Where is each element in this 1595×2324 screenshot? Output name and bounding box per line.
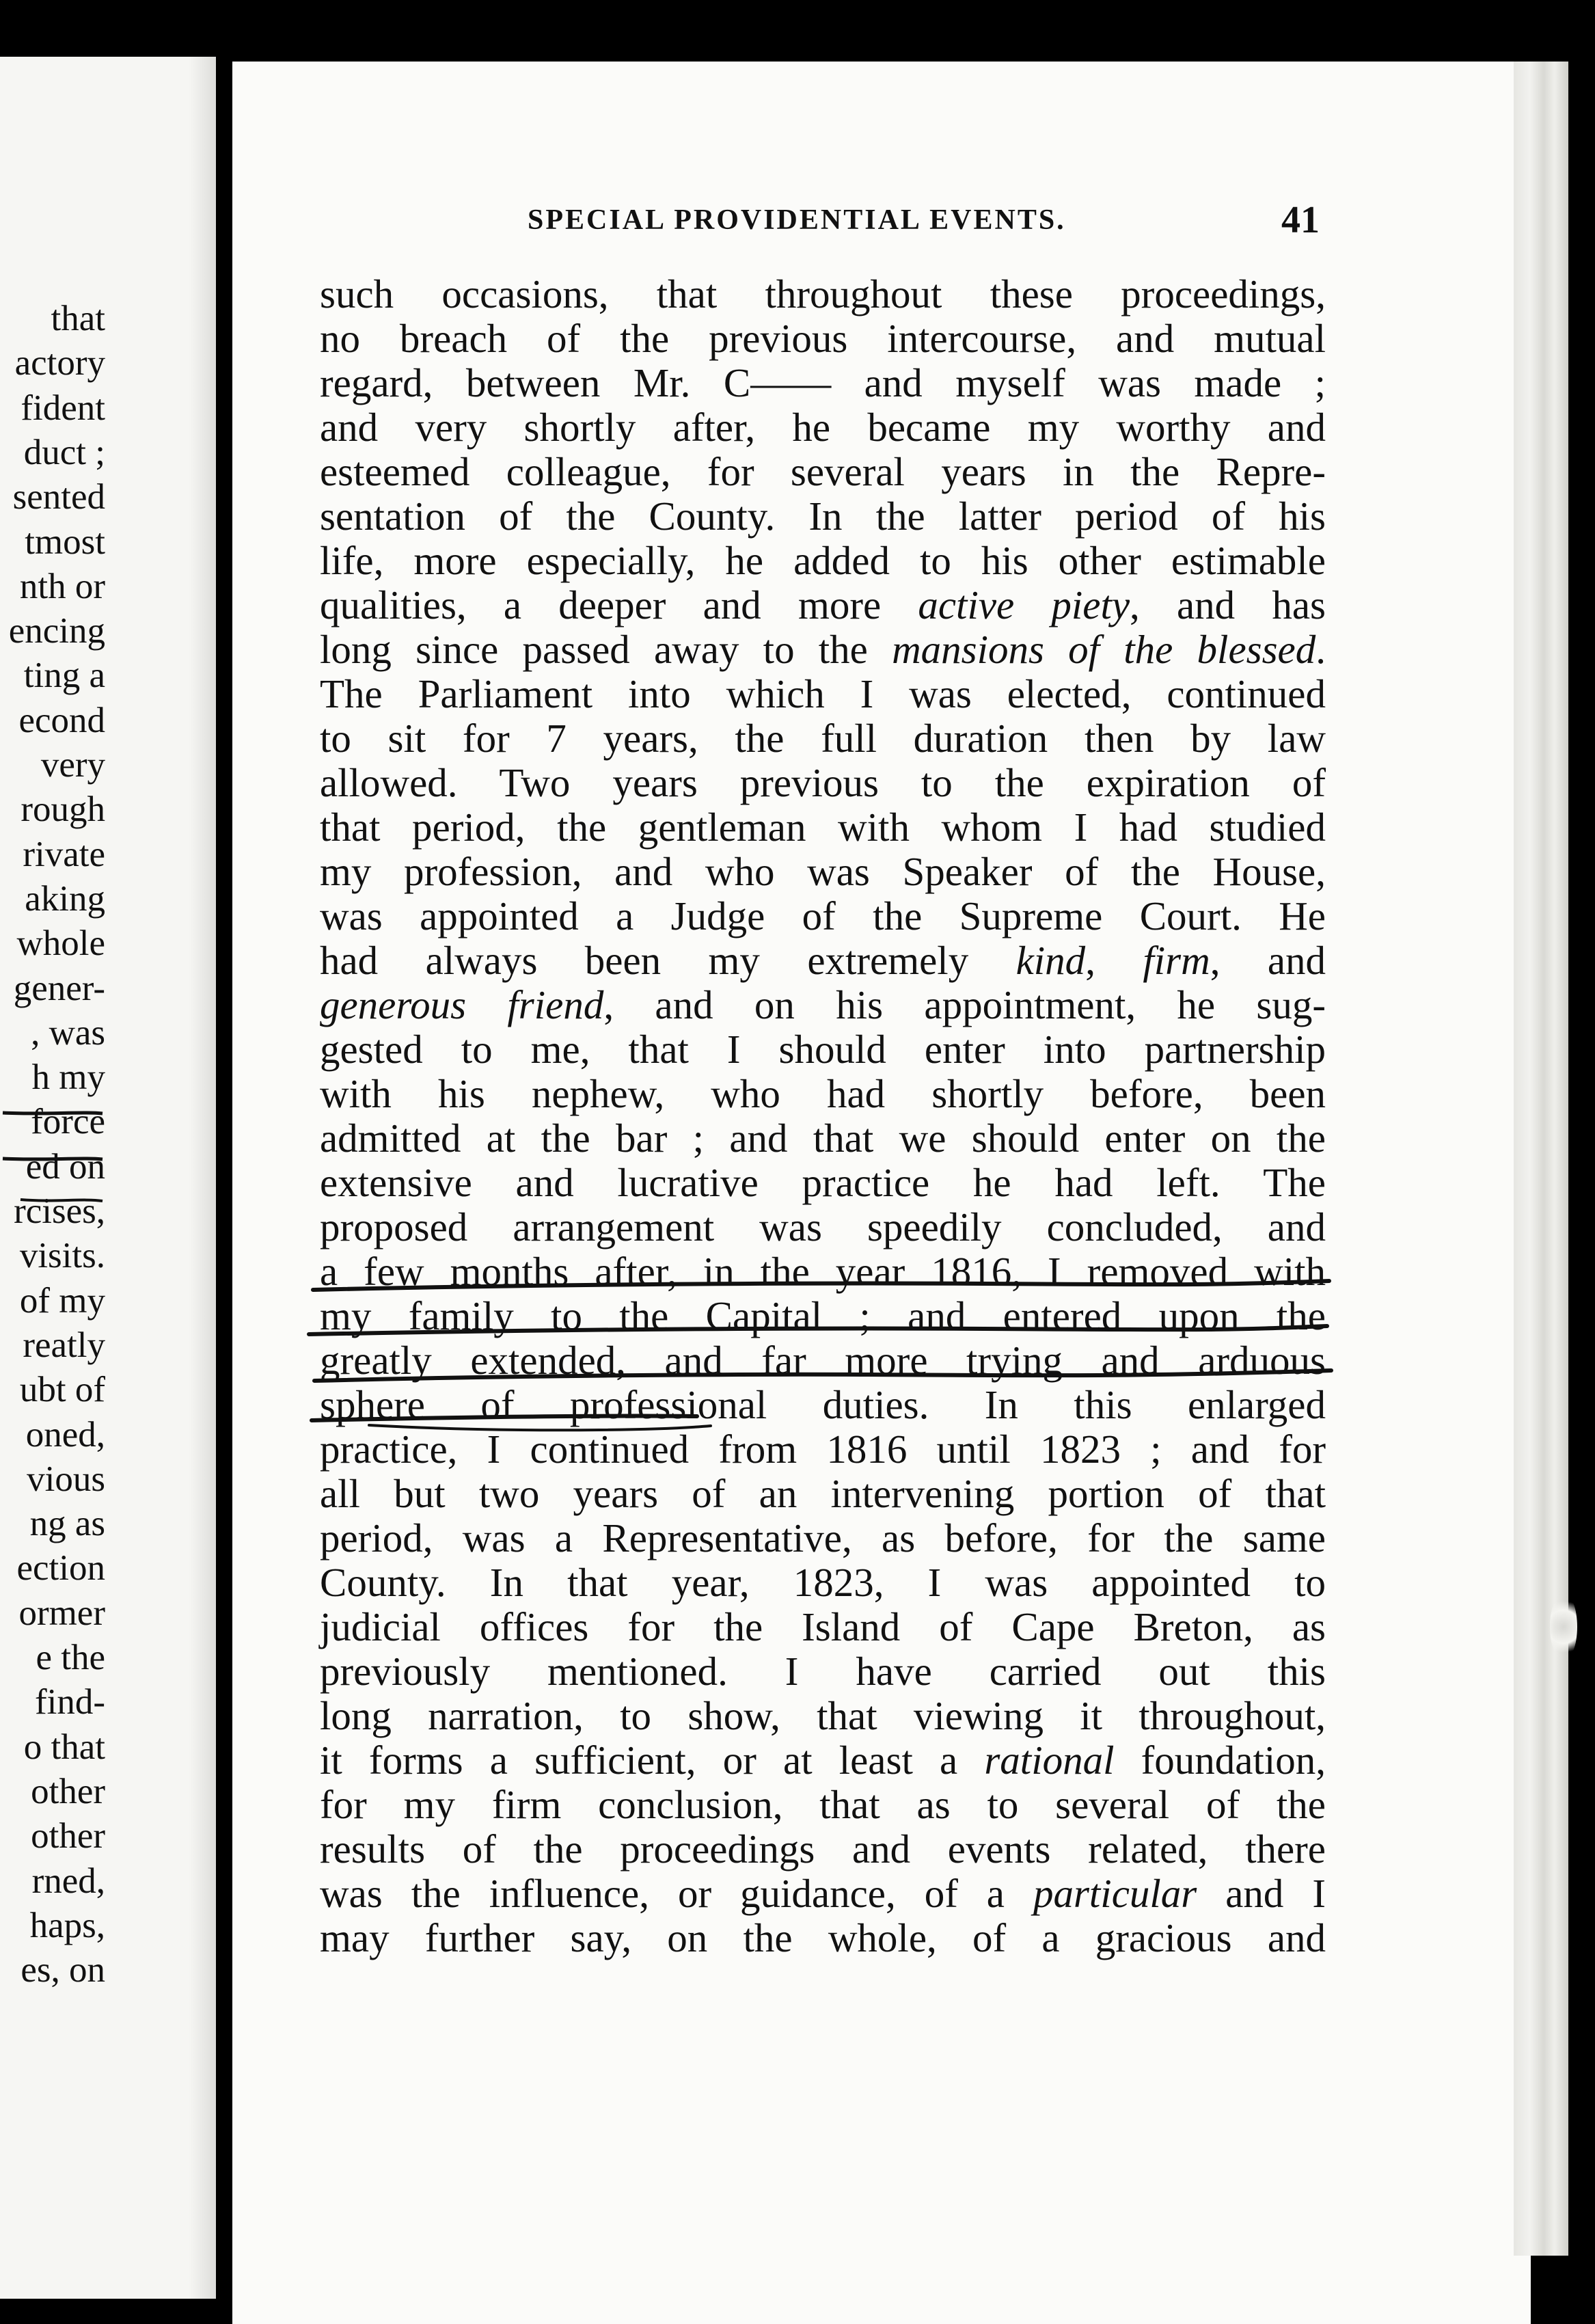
left-page-line: ed on — [25, 1146, 105, 1187]
text-line: may further say, on the whole, of a gracious and — [320, 1915, 1326, 1960]
text-line: sphere of professional duties. In this enlarged — [320, 1382, 1326, 1427]
left-page-line: gener- — [13, 968, 105, 1008]
left-page-line: that — [51, 299, 105, 338]
main-page — [232, 62, 1531, 2324]
text-line: extensive and lucrative practice he had left. The — [320, 1160, 1326, 1205]
text-line: that period, the gentleman with whom I had studied — [320, 805, 1326, 850]
text-line: gested to me, that I should enter into partnership — [320, 1027, 1326, 1072]
text-line: my family to the Capital ; and entered upon the — [320, 1293, 1326, 1338]
left-page-line: sented — [12, 477, 105, 517]
left-page-line: ng as — [29, 1504, 105, 1544]
left-page-line: o that — [23, 1727, 105, 1767]
italic-phrase: generous friend — [320, 982, 604, 1027]
left-page-line: , was — [31, 1012, 105, 1053]
italic-phrase: active piety — [918, 582, 1130, 627]
left-page-line: h my — [31, 1057, 105, 1098]
left-page-line: oned, — [25, 1414, 105, 1455]
italic-word: kind — [1015, 938, 1086, 983]
left-page-line: other — [31, 1771, 105, 1811]
left-page-line: e the — [36, 1638, 105, 1677]
left-page-line: encing — [8, 611, 105, 651]
italic-phrase: mansions of the blessed — [892, 627, 1316, 672]
text-segment: , and — [1210, 938, 1326, 983]
left-page-line: es, on — [21, 1950, 105, 1990]
text-line: long narration, to show, that viewing it throughout, — [320, 1693, 1326, 1738]
text-line: and very shortly after, he became my worthy and — [320, 405, 1326, 450]
gutter-shadow — [189, 57, 216, 2299]
italic-word: rational — [984, 1738, 1115, 1783]
text-line: no breach of the previous intercourse, and mutual — [320, 316, 1326, 361]
page-edges — [1514, 62, 1568, 2256]
text-line — [320, 1872, 1326, 1916]
text-segment: , and on his appointment, he sug- — [603, 982, 1326, 1027]
text-line: The Parliament into which I was elected, continued — [320, 671, 1326, 716]
left-page-line: reatly — [23, 1325, 105, 1365]
text-segment: was the influence, or guidance, of a — [320, 1871, 1033, 1916]
binding-mark — [1550, 1593, 1577, 1661]
text-line: greatly extended, and far more trying and arduous — [320, 1338, 1326, 1383]
left-page-line: very — [40, 745, 105, 785]
body-text — [320, 272, 1326, 1960]
left-page-line: of my — [19, 1280, 105, 1321]
left-page-line: ting a — [23, 656, 105, 696]
text-segment: had always been my extremely — [320, 938, 1016, 983]
left-page-line: force — [31, 1102, 105, 1142]
page-number: 41 — [1281, 199, 1320, 241]
left-page-line: tmost — [25, 522, 105, 562]
text-line: proposed arrangement was speedily concluded, and — [320, 1204, 1326, 1249]
text-line — [320, 583, 1326, 627]
text-line: County. In that year, 1823, I was appointed to — [320, 1560, 1326, 1605]
text-line — [320, 983, 1326, 1027]
text-line — [320, 938, 1326, 983]
text-segment: and I — [1197, 1871, 1326, 1916]
left-page-line: find- — [34, 1682, 105, 1722]
left-page-line: rivate — [23, 834, 105, 874]
text-line: for my firm conclusion, that as to several of the — [320, 1782, 1326, 1827]
text-line: practice, I continued from 1816 until 1823 ; and for — [320, 1427, 1326, 1472]
left-page-line: ection — [16, 1548, 105, 1589]
left-page-line: rough — [21, 789, 105, 830]
text-segment: , and has — [1130, 582, 1326, 627]
italic-word: firm — [1143, 938, 1210, 983]
text-line: allowed. Two years previous to the expiration of — [320, 760, 1326, 805]
italic-word: particular — [1033, 1871, 1197, 1916]
left-page-line: aking — [25, 878, 105, 919]
left-page-line: rcises, — [14, 1191, 105, 1231]
text-line: life, more especially, he added to his other estimable — [320, 538, 1326, 583]
text-segment: . — [1315, 627, 1326, 672]
left-page-line: whole — [16, 923, 105, 964]
left-page-line: rned, — [31, 1861, 105, 1901]
left-page-line: visits. — [19, 1236, 105, 1276]
left-page-line: haps, — [29, 1905, 105, 1945]
text-line: my profession, and who was Speaker of the House, — [320, 849, 1326, 894]
text-line: was appointed a Judge of the Supreme Court. He — [320, 893, 1326, 938]
left-page-line: econd — [18, 700, 105, 740]
text-line: previously mentioned. I have carried out this — [320, 1649, 1326, 1694]
text-line: results of the proceedings and events related, there — [320, 1826, 1326, 1872]
running-title: SPECIAL PROVIDENTIAL EVENTS. — [528, 204, 1066, 236]
left-page-line: ormer — [18, 1593, 105, 1633]
text-line — [320, 627, 1326, 672]
left-page-line: fident — [21, 388, 105, 428]
text-segment: , — [1085, 938, 1143, 983]
left-page-line: other — [31, 1816, 105, 1856]
text-line — [320, 1738, 1326, 1783]
left-page-line: ubt of — [19, 1370, 105, 1410]
text-line: regard, between Mr. C—— and myself was made ; — [320, 360, 1326, 405]
text-line: all but two years of an intervening portion of that — [320, 1471, 1326, 1516]
text-line: period, was a Representative, as before, for the same — [320, 1515, 1326, 1560]
text-segment: qualities, a deeper and more — [320, 582, 918, 627]
page-header — [232, 198, 1531, 246]
left-page-line: actory — [14, 343, 105, 383]
left-page-line: nth or — [19, 566, 105, 606]
text-segment: foundation, — [1114, 1738, 1326, 1783]
left-page-line: duct ; — [23, 432, 105, 472]
left-page-text — [0, 57, 216, 2299]
left-page — [0, 57, 216, 2299]
text-line: a few months after, in the year 1816, I removed with — [320, 1249, 1326, 1294]
text-line: such occasions, that throughout these proceedings, — [320, 271, 1326, 316]
left-page-line: vious — [27, 1459, 105, 1499]
text-segment: long since passed away to the — [320, 627, 892, 672]
text-line: judicial offices for the Island of Cape Breton, as — [320, 1604, 1326, 1649]
text-line: to sit for 7 years, the full duration then by law — [320, 716, 1326, 761]
text-line: with his nephew, who had shortly before, been — [320, 1071, 1326, 1116]
text-segment: it forms a sufficient, or at least a — [320, 1738, 985, 1783]
text-line: esteemed colleague, for several years in the Repre- — [320, 449, 1326, 494]
text-line: sentation of the County. In the latter period of his — [320, 494, 1326, 539]
text-line: admitted at the bar ; and that we should enter on the — [320, 1116, 1326, 1161]
